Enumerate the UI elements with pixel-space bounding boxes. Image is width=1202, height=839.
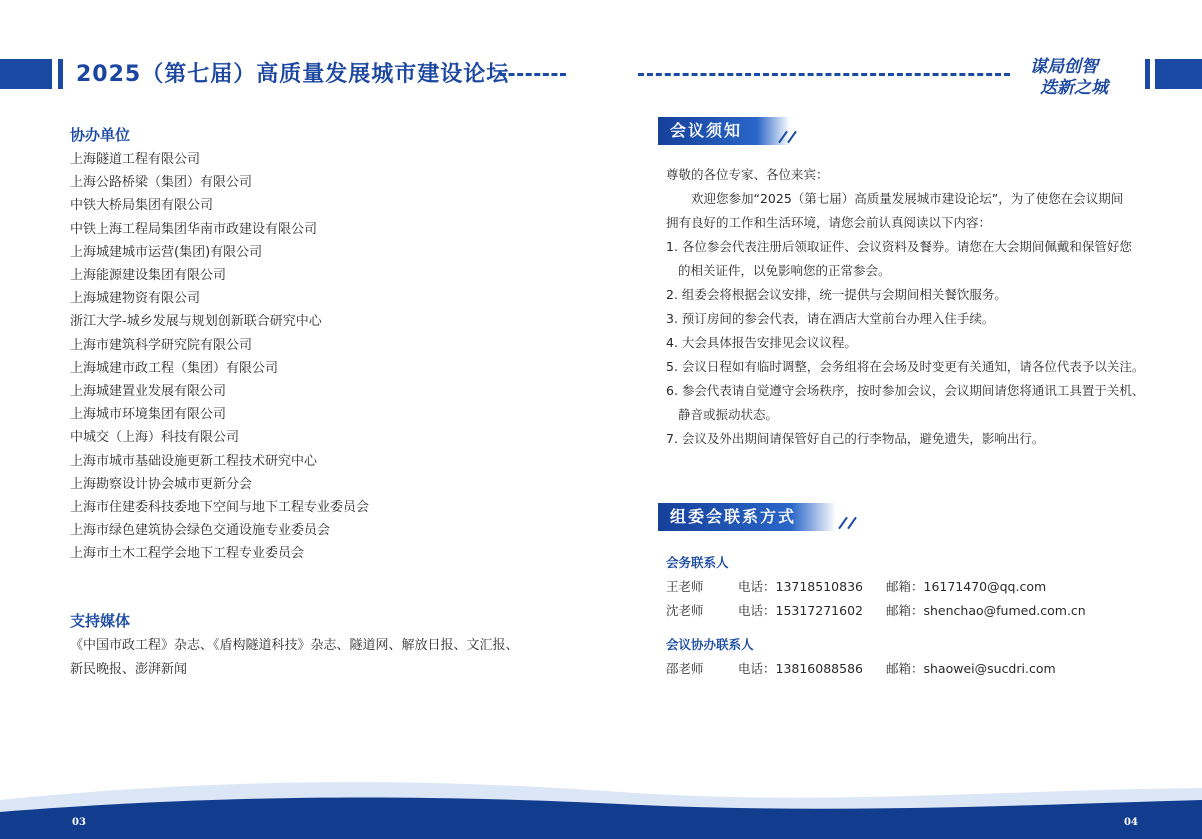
notice-body	[666, 163, 1156, 451]
list-item: 上海市城市基础设施更新工程技术研究中心	[70, 453, 318, 469]
co-organizers-heading: 协办单位	[70, 126, 131, 144]
media-line: 新民晚报、澎湃新闻	[70, 662, 188, 677]
affairs-contact-heading: 会务联系人	[666, 555, 729, 570]
slogan-line2: 迭新之城	[1040, 78, 1108, 98]
contact-phone: 电话：15317271602	[738, 603, 863, 618]
notice-item: 6. 参会代表请自觉遵守会场秩序，按时参加会议，会议期间请您将通讯工具置于关机、	[666, 383, 1145, 398]
notice-item: 2. 组委会将根据会议安排，统一提供与会期间相关餐饮服务。	[666, 287, 1007, 302]
contact-name: 邵老师	[666, 661, 704, 676]
forum-title: 2025（第七届）高质量发展城市建设论坛	[76, 62, 510, 87]
notice-intro: 拥有良好的工作和生活环境，请您会前认真阅读以下内容：	[666, 215, 992, 230]
header-divider-left	[500, 73, 566, 76]
notice-item: 3. 预订房间的参会代表，请在酒店大堂前台办理入住手续。	[666, 311, 995, 326]
list-item: 上海勘察设计协会城市更新分会	[70, 476, 253, 492]
notice-item: 7. 会议及外出期间请保管好自己的行李物品，避免遗失，影响出行。	[666, 431, 1045, 446]
notice-item: 4. 大会具体报告安排见会议议程。	[666, 335, 857, 350]
list-item: 上海市住建委科技委地下空间与地下工程专业委员会	[70, 500, 370, 516]
list-item: 上海市土木工程学会地下工程专业委员会	[70, 546, 305, 562]
list-item: 中铁大桥局集团有限公司	[70, 198, 214, 214]
list-item: 上海城建物资有限公司	[70, 291, 201, 307]
list-item: 上海隧道工程有限公司	[70, 152, 201, 167]
media-heading: 支持媒体	[70, 612, 131, 630]
contact-email: 邮箱：shaowei@sucdri.com	[886, 661, 1056, 676]
contact-name: 沈老师	[666, 603, 704, 618]
list-item: 上海市建筑科学研究院有限公司	[70, 337, 253, 353]
slogan-line1: 谋局创智	[1030, 57, 1098, 77]
co-contact-heading: 会议协办联系人	[666, 637, 754, 652]
list-item: 上海公路桥梁（集团）有限公司	[70, 175, 253, 191]
notice-item: 1. 各位参会代表注册后领取证件、会议资料及餐券。请您在大会期间佩戴和保管好您	[666, 239, 1132, 254]
header-divider-right	[638, 73, 1010, 76]
header-bar-right-accent	[1145, 59, 1150, 89]
media-line: 《中国市政工程》杂志、《盾构隧道科技》杂志、隧道网、解放日报、文汇报、	[70, 638, 519, 653]
list-item: 上海城建市政工程（集团）有限公司	[70, 360, 279, 376]
list-item: 上海城建置业发展有限公司	[70, 384, 227, 400]
notice-item: 的相关证件，以免影响您的正常参会。	[678, 263, 891, 278]
notice-item: 5. 会议日程如有临时调整，会务组将在会场及时变更有关通知，请各位代表予以关注。	[666, 359, 1145, 374]
list-item: 上海能源建设集团有限公司	[70, 268, 227, 284]
contact-phone: 电话：13816088586	[738, 661, 863, 676]
contact-heading-tag	[658, 503, 836, 531]
list-item: 中铁上海工程局集团华南市政建设有限公司	[70, 221, 318, 237]
tag-slash-deco	[847, 517, 857, 530]
notice-heading: 会议须知	[670, 121, 743, 140]
footer-wave	[0, 770, 1202, 839]
list-item: 浙江大学-城乡发展与规划创新联合研究中心	[70, 314, 322, 330]
contact-name: 王老师	[666, 579, 704, 594]
list-item: 中城交（上海）科技有限公司	[70, 430, 240, 446]
page-number-right: 04	[1124, 817, 1138, 828]
list-item: 上海城市环境集团有限公司	[70, 407, 227, 423]
header-bar-right-block	[1155, 59, 1202, 89]
contact-phone: 电话：13718510836	[738, 579, 863, 594]
contact-email: 邮箱：16171470@qq.com	[886, 579, 1047, 594]
notice-heading-tag	[658, 117, 790, 145]
contact-email: 邮箱：shenchao@fumed.com.cn	[886, 603, 1086, 618]
list-item: 上海城建城市运营(集团)有限公司	[70, 244, 263, 260]
notice-greeting: 尊敬的各位专家、各位来宾：	[666, 167, 829, 182]
page-number-left: 03	[72, 817, 86, 828]
co-organizers-list	[70, 148, 369, 566]
contact-heading: 组委会联系方式	[670, 507, 797, 526]
header-bar-left-accent	[58, 59, 63, 89]
notice-intro: 欢迎您参加“2025（第七届）高质量发展城市建设论坛”，为了使您在会议期间	[691, 191, 1124, 206]
list-item: 上海市绿色建筑协会绿色交通设施专业委员会	[70, 523, 331, 539]
notice-item: 静音或振动状态。	[678, 407, 779, 422]
header-bar-left-block	[0, 59, 52, 89]
media-text	[70, 634, 590, 682]
